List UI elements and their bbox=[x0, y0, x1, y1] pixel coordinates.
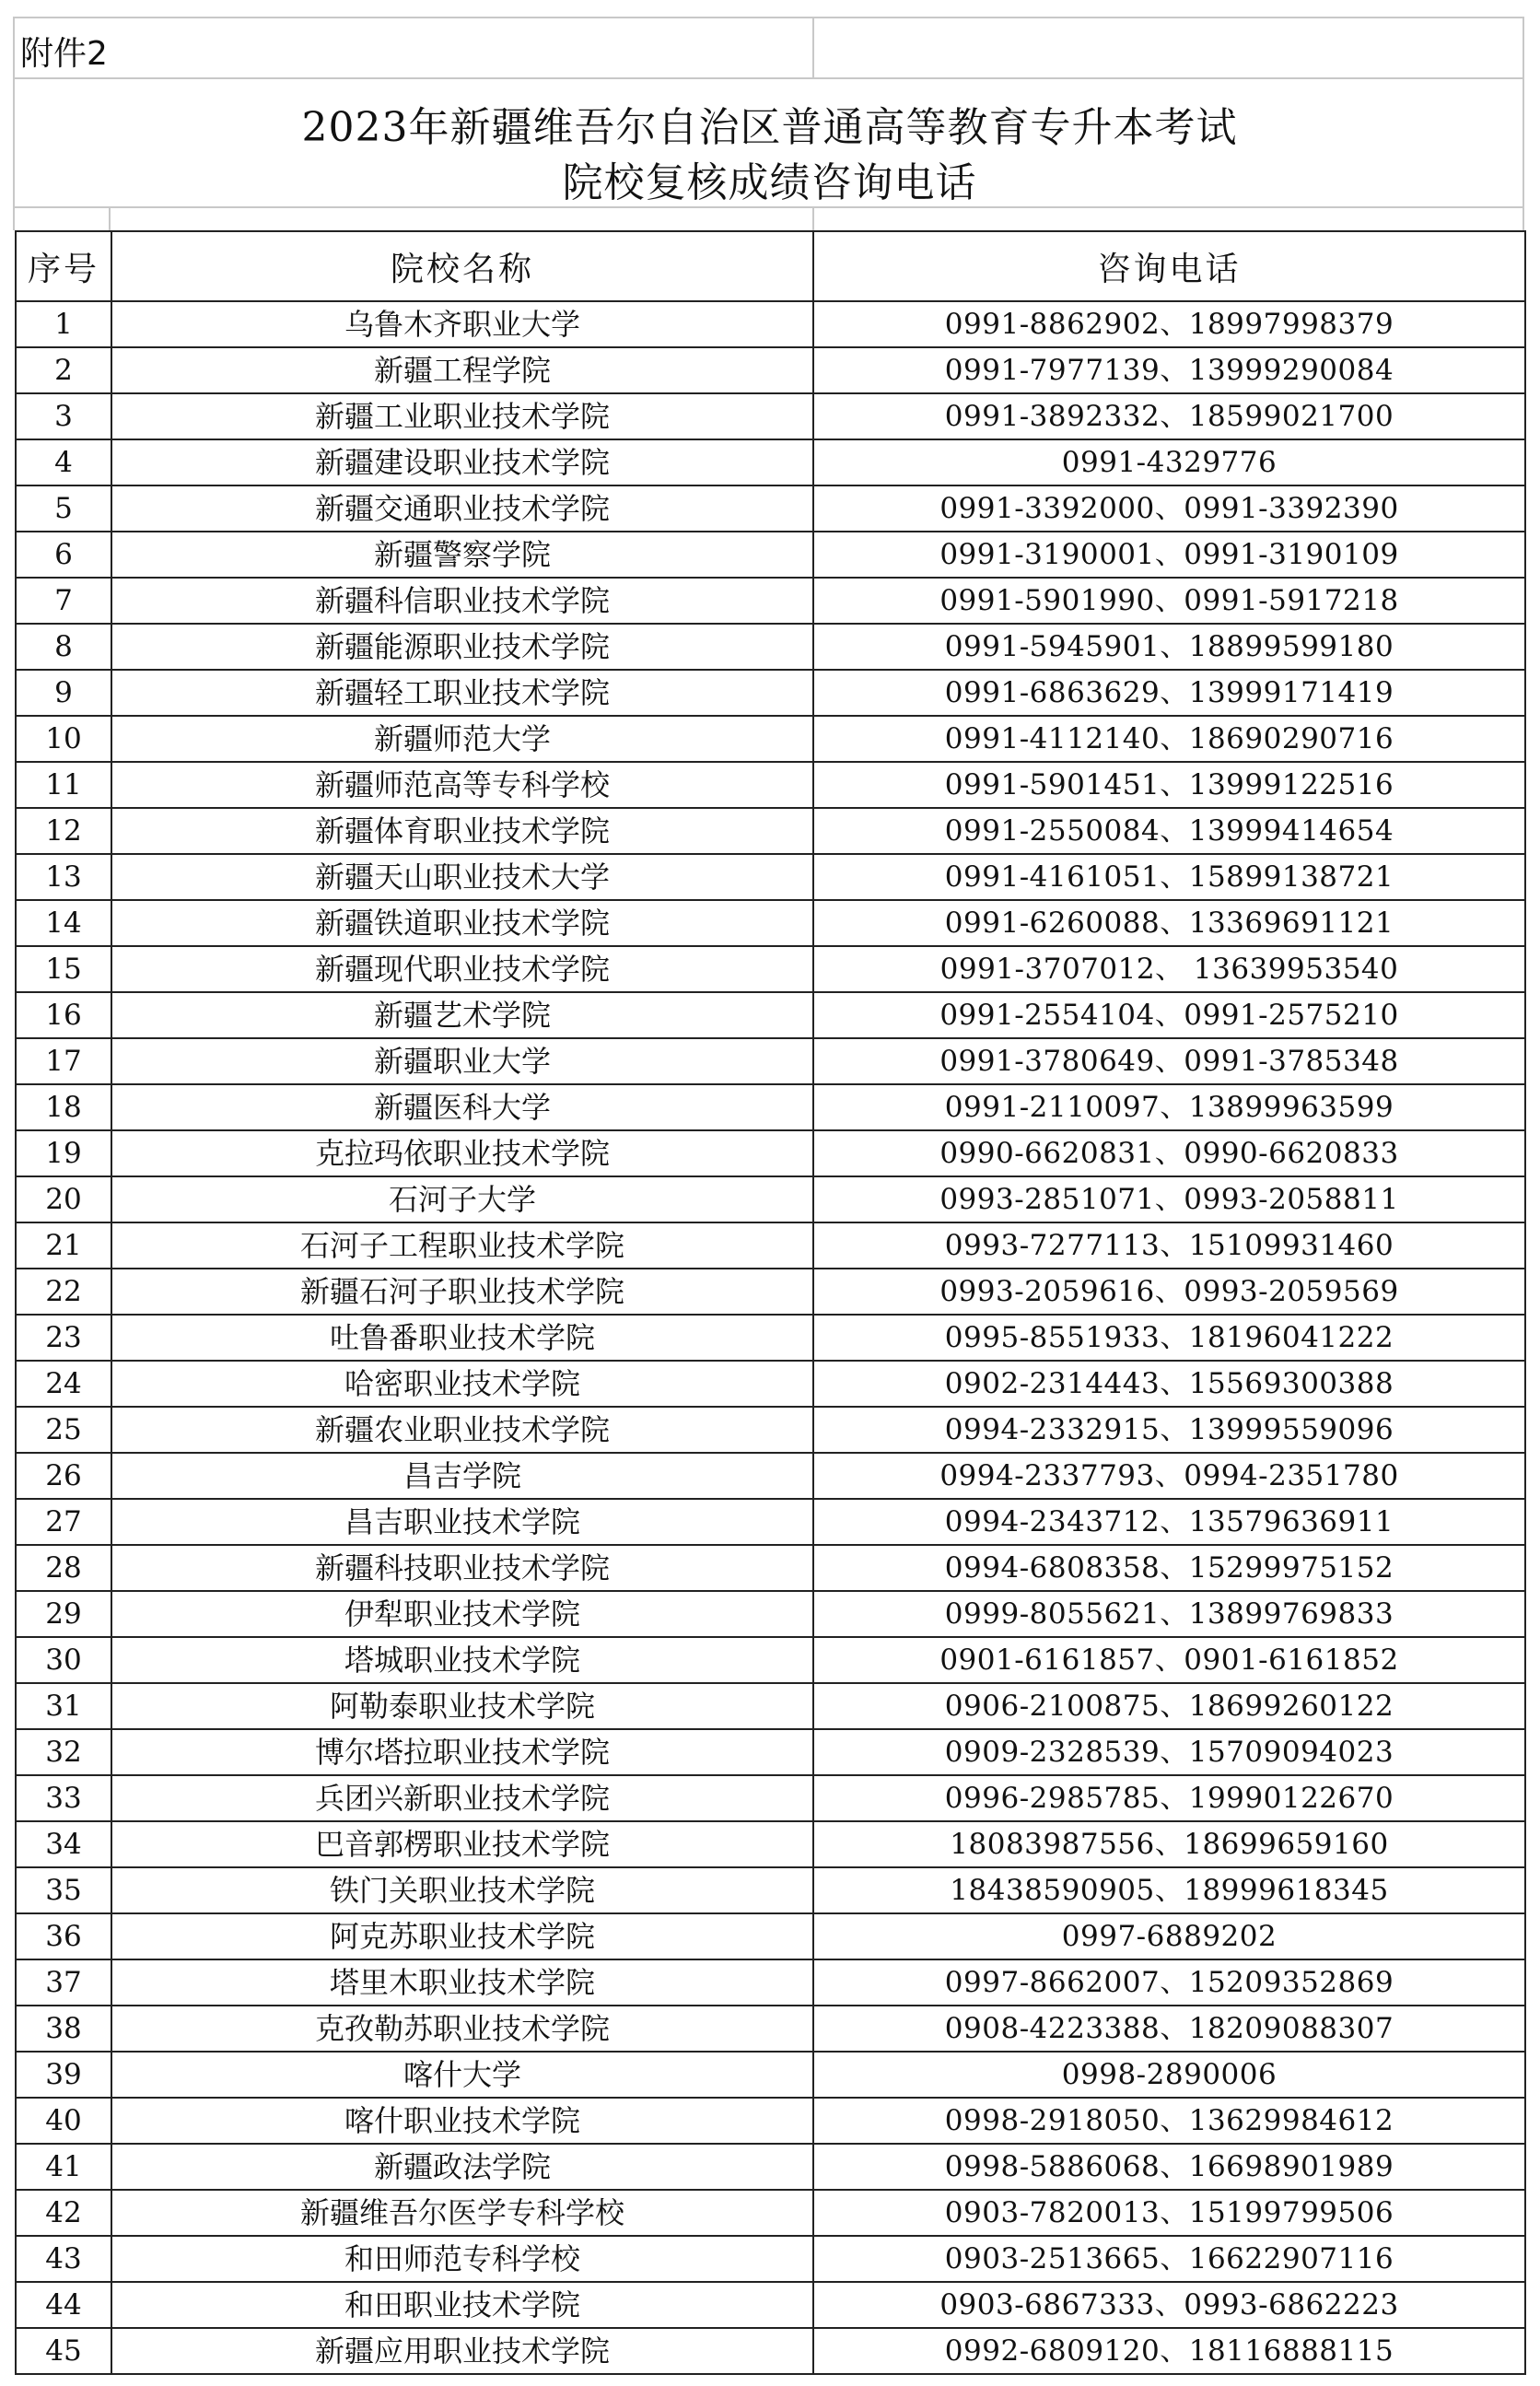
school-name: 克拉玛依职业技术学院 bbox=[111, 1130, 813, 1176]
grid-line bbox=[13, 17, 15, 79]
row-index: 10 bbox=[16, 716, 111, 762]
school-name: 新疆科技职业技术学院 bbox=[111, 1545, 813, 1591]
phone-numbers: 0991-5945901、18899599180 bbox=[813, 624, 1525, 670]
grid-line bbox=[812, 17, 814, 79]
table-row bbox=[16, 347, 1525, 393]
table-row bbox=[16, 1084, 1525, 1130]
table-row bbox=[16, 1222, 1525, 1269]
phone-numbers: 0901-6161857、0901-6161852 bbox=[813, 1637, 1525, 1683]
header-school-name: 院校名称 bbox=[111, 231, 813, 301]
table-row bbox=[16, 1545, 1525, 1591]
phone-numbers: 0991-2110097、13899963599 bbox=[813, 1084, 1525, 1130]
school-name: 哈密职业技术学院 bbox=[111, 1361, 813, 1407]
school-name: 阿克苏职业技术学院 bbox=[111, 1913, 813, 1959]
school-name: 新疆维吾尔医学专科学校 bbox=[111, 2190, 813, 2236]
row-index: 23 bbox=[16, 1315, 111, 1361]
row-index: 12 bbox=[16, 808, 111, 854]
school-name: 新疆应用职业技术学院 bbox=[111, 2328, 813, 2374]
school-name: 克孜勒苏职业技术学院 bbox=[111, 2006, 813, 2052]
phone-numbers: 0991-3707012、 13639953540 bbox=[813, 946, 1525, 992]
school-name: 和田师范专科学校 bbox=[111, 2236, 813, 2282]
table-row bbox=[16, 532, 1525, 578]
school-name: 昌吉职业技术学院 bbox=[111, 1499, 813, 1545]
row-index: 44 bbox=[16, 2282, 111, 2328]
row-index: 16 bbox=[16, 992, 111, 1038]
row-index: 22 bbox=[16, 1269, 111, 1315]
phone-numbers: 0991-3392000、0991-3392390 bbox=[813, 485, 1525, 532]
table-row bbox=[16, 2282, 1525, 2328]
table-row bbox=[16, 992, 1525, 1038]
table-row bbox=[16, 762, 1525, 808]
phone-numbers: 0906-2100875、18699260122 bbox=[813, 1683, 1525, 1729]
row-index: 38 bbox=[16, 2006, 111, 2052]
school-name: 巴音郭楞职业技术学院 bbox=[111, 1821, 813, 1867]
school-name: 兵团兴新职业技术学院 bbox=[111, 1775, 813, 1821]
table-row bbox=[16, 1867, 1525, 1913]
grid-line bbox=[109, 208, 111, 230]
table-row bbox=[16, 1176, 1525, 1222]
table-row bbox=[16, 1591, 1525, 1637]
table-row bbox=[16, 1821, 1525, 1867]
phone-numbers: 0997-8662007、15209352869 bbox=[813, 1959, 1525, 2006]
school-name: 新疆石河子职业技术学院 bbox=[111, 1269, 813, 1315]
phone-numbers: 0999-8055621、13899769833 bbox=[813, 1591, 1525, 1637]
phone-numbers: 0996-2985785、19990122670 bbox=[813, 1775, 1525, 1821]
school-name: 新疆医科大学 bbox=[111, 1084, 813, 1130]
school-name: 乌鲁木齐职业大学 bbox=[111, 301, 813, 347]
school-name: 伊犁职业技术学院 bbox=[111, 1591, 813, 1637]
school-name: 新疆工程学院 bbox=[111, 347, 813, 393]
school-name: 石河子工程职业技术学院 bbox=[111, 1222, 813, 1269]
table-row bbox=[16, 1637, 1525, 1683]
table-row bbox=[16, 808, 1525, 854]
table-row bbox=[16, 393, 1525, 439]
table-row bbox=[16, 439, 1525, 485]
phone-numbers: 0993-7277113、15109931460 bbox=[813, 1222, 1525, 1269]
table-row bbox=[16, 1407, 1525, 1453]
school-name: 新疆交通职业技术学院 bbox=[111, 485, 813, 532]
school-name: 新疆艺术学院 bbox=[111, 992, 813, 1038]
school-name: 和田职业技术学院 bbox=[111, 2282, 813, 2328]
phone-numbers: 0990-6620831、0990-6620833 bbox=[813, 1130, 1525, 1176]
table-row bbox=[16, 1683, 1525, 1729]
header-index: 序号 bbox=[16, 231, 111, 301]
phone-numbers: 0994-2332915、13999559096 bbox=[813, 1407, 1525, 1453]
phone-numbers: 0991-8862902、18997998379 bbox=[813, 301, 1525, 347]
phone-numbers: 0991-3190001、0991-3190109 bbox=[813, 532, 1525, 578]
row-index: 30 bbox=[16, 1637, 111, 1683]
row-index: 5 bbox=[16, 485, 111, 532]
grid-line bbox=[1522, 17, 1524, 79]
phone-numbers: 0991-2550084、13999414654 bbox=[813, 808, 1525, 854]
row-index: 4 bbox=[16, 439, 111, 485]
table-row bbox=[16, 2190, 1525, 2236]
phone-numbers: 0903-2513665、16622907116 bbox=[813, 2236, 1525, 2282]
row-index: 40 bbox=[16, 2098, 111, 2144]
table-row bbox=[16, 301, 1525, 347]
table-row bbox=[16, 2006, 1525, 2052]
row-index: 7 bbox=[16, 578, 111, 624]
table-row bbox=[16, 624, 1525, 670]
phone-numbers: 0908-4223388、18209088307 bbox=[813, 2006, 1525, 2052]
phone-numbers: 0998-5886068、16698901989 bbox=[813, 2144, 1525, 2190]
row-index: 1 bbox=[16, 301, 111, 347]
table-row bbox=[16, 2098, 1525, 2144]
row-index: 25 bbox=[16, 1407, 111, 1453]
school-name: 新疆农业职业技术学院 bbox=[111, 1407, 813, 1453]
table-row bbox=[16, 1959, 1525, 2006]
school-name: 新疆体育职业技术学院 bbox=[111, 808, 813, 854]
table-row bbox=[16, 1453, 1525, 1499]
table-row bbox=[16, 670, 1525, 716]
row-index: 41 bbox=[16, 2144, 111, 2190]
row-index: 39 bbox=[16, 2052, 111, 2098]
school-name: 新疆师范高等专科学校 bbox=[111, 762, 813, 808]
row-index: 2 bbox=[16, 347, 111, 393]
school-name: 博尔塔拉职业技术学院 bbox=[111, 1729, 813, 1775]
phone-numbers: 0993-2059616、0993-2059569 bbox=[813, 1269, 1525, 1315]
phone-numbers: 0991-6863629、13999171419 bbox=[813, 670, 1525, 716]
school-name: 新疆科信职业技术学院 bbox=[111, 578, 813, 624]
row-index: 45 bbox=[16, 2328, 111, 2374]
grid-line bbox=[812, 208, 814, 230]
school-name: 新疆政法学院 bbox=[111, 2144, 813, 2190]
phone-numbers: 0993-2851071、0993-2058811 bbox=[813, 1176, 1525, 1222]
phone-numbers: 0909-2328539、15709094023 bbox=[813, 1729, 1525, 1775]
row-index: 24 bbox=[16, 1361, 111, 1407]
row-index: 20 bbox=[16, 1176, 111, 1222]
row-index: 43 bbox=[16, 2236, 111, 2282]
table-row bbox=[16, 900, 1525, 946]
school-name: 塔城职业技术学院 bbox=[111, 1637, 813, 1683]
row-index: 27 bbox=[16, 1499, 111, 1545]
phone-numbers: 0991-3892332、18599021700 bbox=[813, 393, 1525, 439]
phone-numbers: 0991-4161051、15899138721 bbox=[813, 854, 1525, 900]
phone-numbers: 0994-6808358、15299975152 bbox=[813, 1545, 1525, 1591]
phone-numbers: 18083987556、18699659160 bbox=[813, 1821, 1525, 1867]
phone-numbers: 0991-5901990、0991-5917218 bbox=[813, 578, 1525, 624]
phone-numbers: 0992-6809120、18116888115 bbox=[813, 2328, 1525, 2374]
attachment-label: 附件2 bbox=[20, 35, 108, 73]
table-row bbox=[16, 1038, 1525, 1084]
phone-numbers: 0998-2890006 bbox=[813, 2052, 1525, 2098]
phone-numbers: 0994-2337793、0994-2351780 bbox=[813, 1453, 1525, 1499]
school-name: 新疆能源职业技术学院 bbox=[111, 624, 813, 670]
school-name: 新疆职业大学 bbox=[111, 1038, 813, 1084]
row-index: 17 bbox=[16, 1038, 111, 1084]
table-row bbox=[16, 854, 1525, 900]
attachment-row bbox=[15, 17, 1524, 79]
table-header-row bbox=[16, 231, 1525, 301]
row-index: 14 bbox=[16, 900, 111, 946]
school-name: 新疆工业职业技术学院 bbox=[111, 393, 813, 439]
row-index: 8 bbox=[16, 624, 111, 670]
row-index: 35 bbox=[16, 1867, 111, 1913]
school-name: 新疆铁道职业技术学院 bbox=[111, 900, 813, 946]
row-index: 18 bbox=[16, 1084, 111, 1130]
row-index: 28 bbox=[16, 1545, 111, 1591]
row-index: 11 bbox=[16, 762, 111, 808]
row-index: 21 bbox=[16, 1222, 111, 1269]
school-name: 新疆建设职业技术学院 bbox=[111, 439, 813, 485]
document-title: 2023年新疆维吾尔自治区普通高等教育专升本考试 bbox=[301, 104, 1238, 151]
school-name: 新疆轻工职业技术学院 bbox=[111, 670, 813, 716]
phone-numbers: 0995-8551933、18196041222 bbox=[813, 1315, 1525, 1361]
phone-numbers: 0991-6260088、13369691121 bbox=[813, 900, 1525, 946]
phone-numbers: 0903-6867333、0993-6862223 bbox=[813, 2282, 1525, 2328]
school-name: 铁门关职业技术学院 bbox=[111, 1867, 813, 1913]
school-name: 新疆师范大学 bbox=[111, 716, 813, 762]
table-row bbox=[16, 485, 1525, 532]
contact-table bbox=[15, 230, 1526, 2375]
school-name: 新疆现代职业技术学院 bbox=[111, 946, 813, 992]
row-index: 19 bbox=[16, 1130, 111, 1176]
table-row bbox=[16, 1499, 1525, 1545]
table-row bbox=[16, 1729, 1525, 1775]
grid-line bbox=[13, 208, 15, 230]
school-name: 吐鲁番职业技术学院 bbox=[111, 1315, 813, 1361]
phone-numbers: 18438590905、18999618345 bbox=[813, 1867, 1525, 1913]
school-name: 昌吉学院 bbox=[111, 1453, 813, 1499]
table-row bbox=[16, 2236, 1525, 2282]
row-index: 37 bbox=[16, 1959, 111, 2006]
row-index: 6 bbox=[16, 532, 111, 578]
phone-numbers: 0991-4329776 bbox=[813, 439, 1525, 485]
phone-numbers: 0991-2554104、0991-2575210 bbox=[813, 992, 1525, 1038]
phone-numbers: 0991-3780649、0991-3785348 bbox=[813, 1038, 1525, 1084]
school-name: 新疆天山职业技术大学 bbox=[111, 854, 813, 900]
row-index: 15 bbox=[16, 946, 111, 992]
row-index: 33 bbox=[16, 1775, 111, 1821]
table-row bbox=[16, 1315, 1525, 1361]
header-phone: 咨询电话 bbox=[813, 231, 1525, 301]
table-row bbox=[16, 946, 1525, 992]
table-row bbox=[16, 578, 1525, 624]
document-subtitle: 院校复核成绩咨询电话 bbox=[562, 159, 977, 206]
table-row bbox=[16, 2052, 1525, 2098]
phone-numbers: 0997-6889202 bbox=[813, 1913, 1525, 1959]
school-name: 石河子大学 bbox=[111, 1176, 813, 1222]
table-row bbox=[16, 2328, 1525, 2374]
school-name: 阿勒泰职业技术学院 bbox=[111, 1683, 813, 1729]
phone-numbers: 0994-2343712、13579636911 bbox=[813, 1499, 1525, 1545]
school-name: 新疆警察学院 bbox=[111, 532, 813, 578]
table-row bbox=[16, 1361, 1525, 1407]
grid-line bbox=[1522, 208, 1524, 230]
school-name: 喀什大学 bbox=[111, 2052, 813, 2098]
school-name: 喀什职业技术学院 bbox=[111, 2098, 813, 2144]
spacer-row bbox=[15, 208, 1524, 230]
row-index: 32 bbox=[16, 1729, 111, 1775]
title-block bbox=[15, 79, 1524, 208]
table-row bbox=[16, 1130, 1525, 1176]
row-index: 34 bbox=[16, 1821, 111, 1867]
phone-numbers: 0902-2314443、15569300388 bbox=[813, 1361, 1525, 1407]
row-index: 3 bbox=[16, 393, 111, 439]
row-index: 13 bbox=[16, 854, 111, 900]
row-index: 42 bbox=[16, 2190, 111, 2236]
row-index: 9 bbox=[16, 670, 111, 716]
row-index: 26 bbox=[16, 1453, 111, 1499]
phone-numbers: 0998-2918050、13629984612 bbox=[813, 2098, 1525, 2144]
phone-numbers: 0903-7820013、15199799506 bbox=[813, 2190, 1525, 2236]
row-index: 36 bbox=[16, 1913, 111, 1959]
phone-numbers: 0991-5901451、13999122516 bbox=[813, 762, 1525, 808]
table-row bbox=[16, 716, 1525, 762]
table-row bbox=[16, 1913, 1525, 1959]
table-row bbox=[16, 2144, 1525, 2190]
table-row bbox=[16, 1269, 1525, 1315]
phone-numbers: 0991-4112140、18690290716 bbox=[813, 716, 1525, 762]
phone-numbers: 0991-7977139、13999290084 bbox=[813, 347, 1525, 393]
table-body bbox=[16, 301, 1525, 2374]
row-index: 29 bbox=[16, 1591, 111, 1637]
row-index: 31 bbox=[16, 1683, 111, 1729]
school-name: 塔里木职业技术学院 bbox=[111, 1959, 813, 2006]
table-row bbox=[16, 1775, 1525, 1821]
